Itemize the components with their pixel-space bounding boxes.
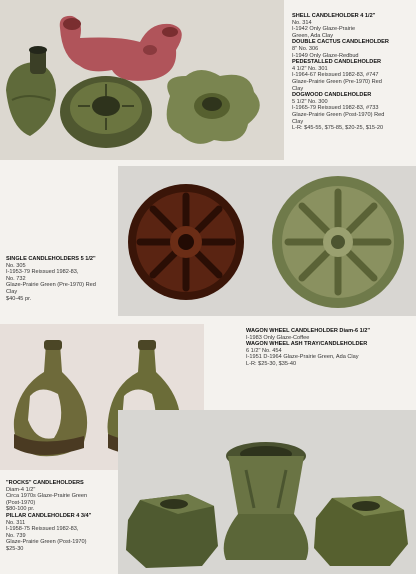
caption-line: No. 305 [6,262,26,269]
caption-line: PILLAR CANDLEHOLDER 4 3/4" [6,512,92,519]
caption-line: I-1983 Only Glaze-Coffee [246,334,310,341]
caption-line: 4 1/2" No. 301 [292,65,328,72]
photo-group-shell-cactus-dogwood [0,0,284,160]
photo-rocks-pillar [118,410,416,574]
caption-line: DOUBLE CACTUS CANDLEHOLDER [292,39,389,46]
caption-line: No. 739 [6,532,26,539]
caption-line: Clay [6,288,18,295]
caption-line: 8" No. 306 [292,45,319,52]
caption-line: WAGON WHEEL ASH TRAY/CANDLEHOLDER [246,341,368,348]
caption-line: I-1942 Only Glaze-Prairie [292,26,356,33]
caption-line: PEDESTALLED CANDLEHOLDER [292,59,382,66]
photo-wagon-wheels [118,166,416,316]
caption-line: $40-45 pr. [6,295,32,302]
caption-single-candleholders [6,256,118,302]
caption-rocks-pillar [6,480,118,553]
caption-wagon-wheel [246,328,416,368]
caption-line: Clay [292,85,304,92]
caption-line: "ROCKS" CANDLEHOLDERS [6,480,84,486]
caption-line: No. 314 [292,19,312,26]
caption-line: Circa 1970s Glaze-Prairie Green [6,493,88,500]
caption-line: Green, Ada Clay [292,32,334,39]
pedestalled-candleholder [60,76,152,148]
caption-line: Glaze-Prairie Green (Post-1970) [6,539,87,546]
caption-line: L-R: $25-30, $35-40 [246,360,297,367]
caption-line: Glaze-Prairie Green (Post-1970) Red [292,111,385,118]
caption-line: Glaze-Prairie Green (Pre-1970) Red [6,282,96,289]
caption-shell-group [292,13,416,132]
caption-line: $80-100 pr. [6,506,35,513]
caption-line: 6 1/2" No. 454 [246,347,282,354]
caption-line: SHELL CANDLEHOLDER 4 1/2" [292,13,376,19]
caption-line: L-R: $45-55, $75-85, $20-25, $15-20 [292,125,384,132]
caption-line: I-1949 Only Glaze-Redbud [292,52,359,59]
caption-line: WAGON WHEEL CANDLEHOLDER Diam-6 1/2" [246,328,371,334]
caption-line: (Post-1970) [6,499,36,506]
caption-line: Clay [292,118,304,125]
wagon-wheel-ash-tray [272,176,404,308]
caption-line: DOGWOOD CANDLEHOLDER [292,92,372,99]
caption-line: I-1958-75 Reissued 1982-83, [6,526,79,533]
caption-line: Diam-4 1/2" [6,486,36,493]
caption-line: I-1951 D-1964 Glaze-Prairie Green, Ada Clay [246,354,359,361]
rocks-candleholder-left [126,494,218,568]
caption-line: No. 311 [6,519,26,526]
caption-line: No. 732 [6,275,26,282]
pillar-candleholder [224,442,309,560]
caption-line: 5 1/2" No. 300 [292,98,328,105]
caption-line: I-1965-79 Reissued 1982-83, #733 [292,105,379,112]
caption-line: SINGLE CANDLEHOLDERS 5 1/2" [6,256,96,262]
caption-line: I-1953-79 Reissued 1982-83, [6,269,79,276]
rocks-candleholder-right [314,496,408,566]
caption-line: I-1964-67 Reissued 1982-83, #747 [292,72,379,79]
caption-line: $25-30 [6,545,24,552]
wagon-wheel-candleholder [128,184,244,300]
caption-line: Glaze-Prairie Green (Pre-1970) Red [292,78,382,85]
